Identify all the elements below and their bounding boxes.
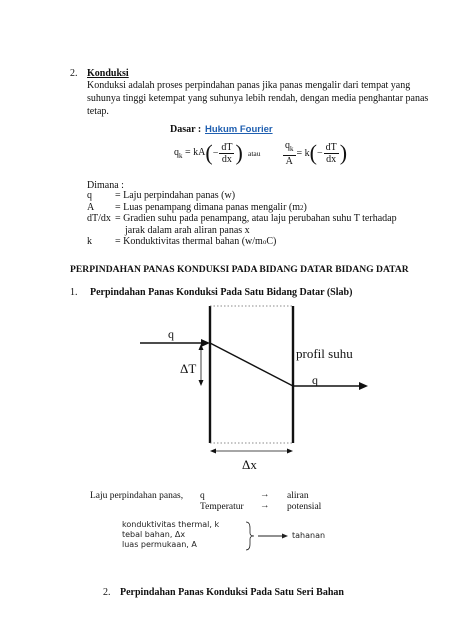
temperatur-text: Temperatur <box>200 502 244 512</box>
temperature-profile-line <box>210 343 293 386</box>
dimana-tail: ) <box>303 201 307 213</box>
dimana-row <box>87 225 447 237</box>
subsection-number: 1. <box>70 287 78 298</box>
delta-x-arrowhead-left <box>210 449 216 454</box>
dimana-list <box>87 190 447 248</box>
delta-x-label: Δx <box>242 457 257 472</box>
q-out-arrowhead <box>359 382 368 390</box>
dimana-symbol <box>87 225 125 237</box>
dimana-row <box>87 236 447 248</box>
tahanan-list <box>122 520 219 550</box>
dimana-label: Dimana : <box>87 180 124 191</box>
dimana-row <box>87 202 447 214</box>
paragraph-line: tetap. <box>87 106 109 117</box>
q-in-label: q <box>168 327 174 341</box>
profil-suhu-label: profil suhu <box>296 346 353 361</box>
delta-t-arrowhead-down <box>199 380 204 386</box>
dimana-desc: = Gradien suhu pada penampang, atau laju perubahan suhu T terhadap <box>115 213 397 224</box>
superscript: o <box>262 238 267 246</box>
subsection-title: Perpindahan Panas Konduksi Pada Satu Bidang Datar (Slab) <box>90 287 353 298</box>
laju-q: q <box>200 491 205 501</box>
dimana-symbol: A <box>87 201 95 213</box>
section-title: Konduksi <box>87 68 129 79</box>
dimana-tail: C) <box>266 236 277 247</box>
dimana-symbol: q <box>87 190 92 201</box>
tahanan-bracket <box>244 520 294 552</box>
dimana-symbol: k <box>87 236 92 247</box>
slab-diagram <box>140 298 390 473</box>
dimana-row <box>87 213 447 225</box>
q-out-label: q <box>312 373 318 387</box>
main-heading: PERPINDAHAN PANAS KONDUKSI PADA BIDANG DATAR BIDANG DATAR <box>70 264 409 275</box>
dimana-desc: = Luas penampang dimana panas mengalir (m <box>115 201 301 213</box>
delta-x-arrowhead-right <box>287 449 293 454</box>
aliran-text: aliran <box>287 491 309 501</box>
paragraph-line: Konduksi adalah proses perpindahan panas jika panas mengalir dari tempat yang <box>87 80 411 91</box>
tahanan-item: luas permukaan, A <box>122 540 197 549</box>
dimana-desc: = Laju perpindahan panas (w) <box>115 190 236 201</box>
q-in-arrowhead <box>201 339 210 347</box>
subsection-title: Perpindahan Panas Konduksi Pada Satu Seri Bahan <box>120 587 344 598</box>
arrow-right: → <box>260 501 270 511</box>
dimana-desc: = Konduktivitas thermal bahan (w/m <box>115 236 263 247</box>
tahanan-item: tebal bahan, Δx <box>122 530 186 539</box>
laju-label: Laju perpindahan panas, <box>90 491 184 501</box>
dimana-symbol: dT/dx <box>87 213 111 224</box>
section-number: 2. <box>70 68 78 79</box>
hukum-fourier-link[interactable]: Hukum Fourier <box>205 124 273 135</box>
potensial-text: potensial <box>287 502 322 512</box>
arrow-right: → <box>260 490 270 500</box>
atau-text: atau <box>248 149 261 158</box>
superscript: 2 <box>300 203 304 212</box>
paragraph-line: suhunya tinggi ketempat yang suhunya lebih rendah, dengan media penghantar panas <box>87 93 429 104</box>
delta-t-label: ΔT <box>180 361 197 376</box>
curly-brace-icon <box>246 522 254 550</box>
fourier-formula-2: $\frac{q_k}{A}$ = k ( − $\frac{dT}{dx}$ ) <box>285 139 348 167</box>
tahanan-item: konduktivitas thermal, k <box>122 520 220 529</box>
tahanan-arrowhead <box>282 534 288 539</box>
dasar-label: Dasar : <box>170 124 202 135</box>
dimana-row <box>87 190 447 202</box>
dimana-desc: jarak dalam arah aliran panas x <box>125 224 250 236</box>
subsection-number: 2. <box>103 587 111 598</box>
fourier-formula-1: $q_k$ = kA ( − $\frac{dT}{dx}$ ) <box>174 140 243 165</box>
tahanan-result: tahanan <box>292 531 326 540</box>
